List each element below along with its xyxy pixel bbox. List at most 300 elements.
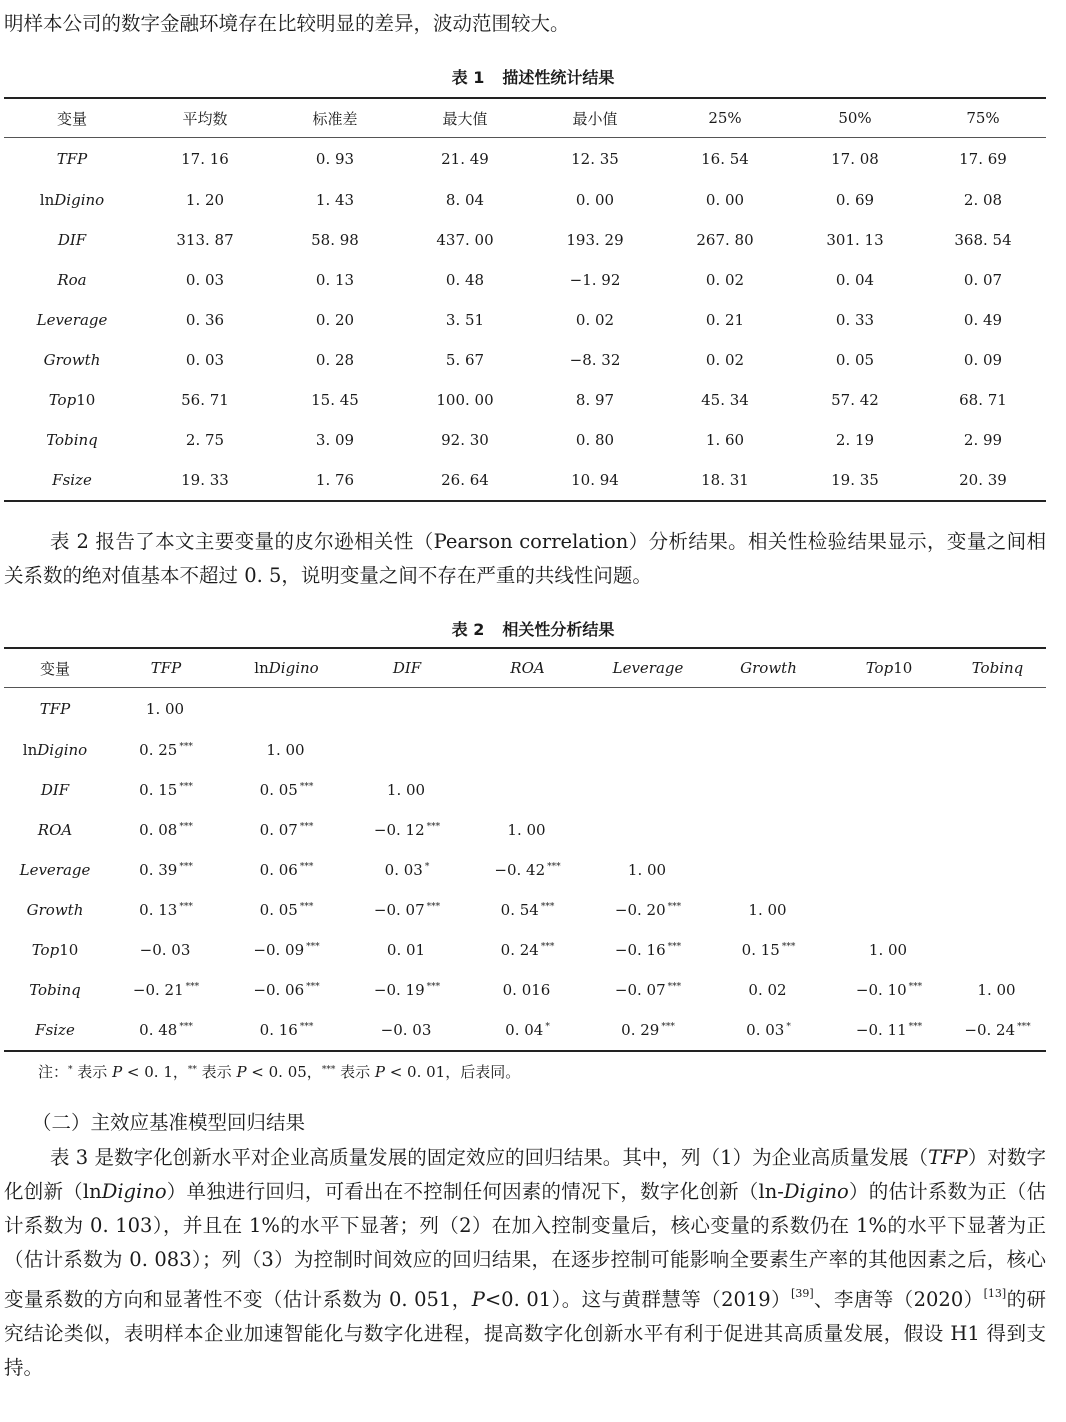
note-p: P <box>112 1063 123 1081</box>
para-var: Digino <box>101 1180 167 1203</box>
table2-value-cell <box>949 730 1046 770</box>
citation-ref[interactable]: [13] <box>983 1287 1007 1300</box>
var-name: DIF <box>57 231 87 249</box>
table2-value-cell <box>106 730 226 770</box>
table2-value-cell <box>347 850 467 890</box>
var-name: Leverage <box>612 659 684 677</box>
var-name: TFP <box>56 150 88 168</box>
significance-stars: *** <box>306 982 320 992</box>
table1-row <box>4 220 1046 260</box>
table1-value-cell: 15. 45 <box>311 391 359 409</box>
table1-value-cell: 17. 08 <box>831 150 879 168</box>
significance-stars: *** <box>179 1022 193 1032</box>
table1-value-cell: 8. 97 <box>575 391 615 409</box>
table2-header-cell <box>829 648 949 688</box>
table2-value-cell <box>106 890 226 930</box>
significance-stars: *** <box>908 1022 923 1032</box>
note-text: < 0. 1， <box>122 1063 188 1081</box>
table2-value-cell <box>106 810 226 850</box>
table2-value-cell <box>226 1010 347 1051</box>
var-name: Fsize <box>35 1021 75 1039</box>
table1-header-cell: 75% <box>920 98 1046 138</box>
table2-row <box>4 1010 1046 1051</box>
var-name: Tobinq <box>29 981 81 999</box>
table1-row <box>4 420 1046 460</box>
table1-value-cell: 56. 71 <box>181 391 229 409</box>
coefficient: 1. 00 <box>868 941 908 959</box>
var-name: Digino <box>37 741 88 759</box>
table1-header-cell: 25% <box>660 98 790 138</box>
table2-row <box>4 850 1046 890</box>
table1-value-cell: 1. 43 <box>315 191 355 209</box>
table1-row <box>4 300 1046 340</box>
table2-row <box>4 810 1046 850</box>
table2-row <box>4 688 1046 731</box>
table2-value-cell <box>949 850 1046 890</box>
note-text: 表示 <box>72 1063 113 1081</box>
note-p: P <box>236 1063 247 1081</box>
coefficient: −0. 42 <box>494 861 546 879</box>
table2-value-cell <box>467 890 588 930</box>
table1-variable-cell <box>4 340 140 380</box>
coefficient: −0. 03 <box>380 1021 432 1039</box>
table2-value-cell <box>708 688 829 731</box>
table2-variable-cell <box>4 850 106 890</box>
table2-value-cell <box>588 688 708 731</box>
table1-value-cell: 21. 49 <box>441 150 489 168</box>
table1-value-cell: 92. 30 <box>441 431 489 449</box>
table1-value-cell: 8. 04 <box>445 191 485 209</box>
table2-value-cell <box>347 890 467 930</box>
table2-value-cell <box>949 810 1046 850</box>
table1-value-cell: 100. 00 <box>436 391 494 409</box>
table1-number: 表 1 <box>451 68 485 87</box>
significance-stars: *** <box>179 862 193 872</box>
table2-value-cell <box>708 970 829 1010</box>
table1-title: 描述性统计结果 <box>502 68 615 87</box>
table2-row <box>4 930 1046 970</box>
table2-value-cell <box>949 890 1046 930</box>
significance-stars: *** <box>299 822 314 832</box>
significance-stars: *** <box>661 1022 675 1032</box>
table2-note <box>38 1059 520 1083</box>
var-prefix: ln <box>39 191 55 209</box>
table1-value-cell: 1. 76 <box>270 460 400 501</box>
coefficient: 1. 00 <box>748 901 787 919</box>
table2-value-cell <box>226 930 347 970</box>
table2-header-cell <box>588 648 708 688</box>
coefficient: 0. 05 <box>259 781 298 799</box>
table2-row <box>4 770 1046 810</box>
coefficient: 1. 00 <box>266 741 305 759</box>
table2-value-cell <box>226 730 347 770</box>
table1-row <box>4 180 1046 220</box>
table2-value-cell <box>588 770 708 810</box>
note-text: < 0. 01，后表同。 <box>384 1063 521 1081</box>
table1-row <box>4 138 1046 181</box>
table1-value-cell: 19. 33 <box>140 460 270 501</box>
table1-value-cell: 0. 80 <box>575 431 615 449</box>
table1-value-cell: 2. 75 <box>185 431 225 449</box>
table2-value-cell <box>949 770 1046 810</box>
section-heading: （二）主效应基准模型回归结果 <box>32 1111 306 1134</box>
table2-variable-cell <box>4 770 106 810</box>
table1-header-cell: 变量 <box>4 98 140 138</box>
table2-variable-cell <box>4 1010 106 1051</box>
var-name: Growth <box>43 351 101 369</box>
table2-value-cell <box>467 1010 588 1051</box>
table2-value-cell <box>467 850 588 890</box>
table1-value-cell: 12. 35 <box>571 150 619 168</box>
table1-value-cell: −8. 32 <box>569 351 621 369</box>
var-name: Roa <box>57 271 87 289</box>
table2-header-cell <box>347 648 467 688</box>
significance-stars: *** <box>667 902 682 912</box>
var-name: Leverage <box>19 861 91 879</box>
table1-variable-cell <box>4 138 140 181</box>
table1-header-cell: 最小值 <box>530 98 660 138</box>
table2-header-cell <box>226 648 347 688</box>
table2-value-cell <box>467 688 588 731</box>
note-star: ** <box>187 1065 197 1075</box>
table2-value-cell <box>347 730 467 770</box>
note-star: *** <box>321 1065 336 1075</box>
var-name: Top <box>31 941 60 959</box>
table1-value-cell: 0. 48 <box>445 271 485 289</box>
table1-value-cell: 0. 02 <box>575 311 615 329</box>
var-name: Growth <box>26 901 84 919</box>
coefficient: −0. 20 <box>614 901 666 919</box>
var-name: Fsize <box>52 471 92 489</box>
var-name: DIF <box>392 659 422 677</box>
var-prefix: ln <box>254 659 269 677</box>
coefficient: −0. 16 <box>614 941 666 959</box>
significance-stars: *** <box>667 942 682 952</box>
table1-value-cell: 0. 07 <box>963 271 1003 289</box>
table2-title: 相关性分析结果 <box>502 620 615 639</box>
var-name: TFP <box>39 700 71 718</box>
table1-value-cell: 0. 00 <box>705 191 745 209</box>
table2-value-cell <box>106 688 226 731</box>
coefficient: 1. 00 <box>977 981 1016 999</box>
table2-header-cell <box>467 648 588 688</box>
para-var: P <box>471 1288 485 1311</box>
coefficient: 0. 16 <box>259 1021 298 1039</box>
table1-value-cell: 57. 42 <box>831 391 879 409</box>
var-name: Tobinq <box>46 431 98 449</box>
table2-value-cell <box>347 770 467 810</box>
coefficient: 1. 00 <box>627 861 667 879</box>
coefficient: −0. 09 <box>253 941 305 959</box>
coefficient: 0. 15 <box>741 941 780 959</box>
table2-header-row <box>4 648 1046 688</box>
table1-value-cell: 10. 94 <box>530 460 660 501</box>
table1-value-cell: 0. 13 <box>315 271 355 289</box>
table1-value-cell: 0. 28 <box>315 351 355 369</box>
table1-value-cell: 18. 31 <box>660 460 790 501</box>
var-name: Digino <box>268 659 319 677</box>
coefficient: −0. 24 <box>964 1021 1016 1039</box>
table2-value-cell <box>467 930 588 970</box>
citation-ref[interactable]: [39] <box>791 1287 814 1300</box>
table1-header-cell: 平均数 <box>140 98 270 138</box>
table1-value-cell: 17. 16 <box>181 150 229 168</box>
table2-variable-cell <box>4 890 106 930</box>
table1-value-cell: 17. 69 <box>959 150 1007 168</box>
coefficient: 0. 01 <box>386 941 426 959</box>
significance-stars: *** <box>908 982 923 992</box>
table2-value-cell <box>829 1010 949 1051</box>
table2-value-cell <box>708 770 829 810</box>
coefficient: 1. 00 <box>386 781 426 799</box>
significance-stars: * <box>424 862 430 872</box>
para-text: 的研究结论类似，表明样本企业加速智能化与数字化进程，提高数字化创新水平有利于促进其高质量发展，假设 H1 得到支持。 <box>4 1288 1046 1379</box>
table1-value-cell: 0. 04 <box>835 271 875 289</box>
table1-value-cell: 1. 20 <box>185 191 225 209</box>
table2-value-cell <box>829 770 949 810</box>
var-name: Digino <box>54 191 105 209</box>
table1-value-cell: 313. 87 <box>176 231 234 249</box>
significance-stars: *** <box>299 862 314 872</box>
table1-value-cell: 0. 69 <box>835 191 875 209</box>
table1-value-cell: 2. 08 <box>963 191 1003 209</box>
table1-value-cell: 0. 49 <box>963 311 1003 329</box>
significance-stars: *** <box>781 942 796 952</box>
para-text: 、李唐等（2020） <box>813 1288 984 1311</box>
table2-value-cell <box>106 770 226 810</box>
table2-value-cell <box>226 688 347 731</box>
var-suffix: 10 <box>893 659 913 677</box>
coefficient: 0. 48 <box>139 1021 178 1039</box>
table1-header-cell: 最大值 <box>400 98 530 138</box>
significance-stars: *** <box>306 942 320 952</box>
table2-value-cell <box>347 930 467 970</box>
table2-value-cell <box>949 930 1046 970</box>
significance-stars: *** <box>179 782 193 792</box>
table2-value-cell <box>588 810 708 850</box>
coefficient: −0. 03 <box>139 941 191 959</box>
coefficient: −0. 10 <box>855 981 907 999</box>
table2-value-cell <box>708 890 829 930</box>
table2-variable-cell <box>4 970 106 1010</box>
coefficient: 0. 13 <box>139 901 178 919</box>
table2-value-cell <box>708 930 829 970</box>
table2-value-cell <box>588 930 708 970</box>
note-star: * <box>68 1065 73 1075</box>
var-name: Growth <box>740 659 797 677</box>
table1-value-cell: −1. 92 <box>569 271 621 289</box>
var-name: DIF <box>40 781 70 799</box>
table2-value-cell <box>106 970 226 1010</box>
para-var: Digino <box>783 1180 849 1203</box>
table2-number: 表 2 <box>451 620 485 639</box>
coefficient: 0. 08 <box>139 821 178 839</box>
table2-value-cell <box>226 810 347 850</box>
table2-value-cell <box>588 970 708 1010</box>
table2-header-cell <box>708 648 829 688</box>
table1-value-cell: 58. 98 <box>311 231 359 249</box>
table2-value-cell <box>949 688 1046 731</box>
table1-row <box>4 460 1046 501</box>
table2-value-cell <box>829 688 949 731</box>
significance-stars: *** <box>667 982 682 992</box>
table2-value-cell <box>106 850 226 890</box>
table2-value-cell <box>829 970 949 1010</box>
table2-value-cell <box>829 930 949 970</box>
table1-value-cell: 0. 02 <box>705 351 745 369</box>
note-text: 表示 <box>196 1063 237 1081</box>
significance-stars: *** <box>299 782 314 792</box>
table2-value-cell <box>588 1010 708 1051</box>
table1-value-cell: 368. 54 <box>954 231 1012 249</box>
significance-stars: *** <box>540 942 555 952</box>
table2-variable-cell <box>4 688 106 731</box>
note-prefix: 注： <box>38 1063 69 1081</box>
para-var: TFP <box>928 1146 968 1169</box>
var-name: ROA <box>37 821 73 839</box>
table1-value-cell: 3. 51 <box>445 311 485 329</box>
table1-value-cell: 5. 67 <box>445 351 485 369</box>
table2-value-cell <box>226 970 347 1010</box>
paragraph-regression-results <box>4 1141 1046 1385</box>
table1-value-cell: 0. 21 <box>705 311 745 329</box>
coefficient: 0. 54 <box>500 901 539 919</box>
var-name: Tobinq <box>971 659 1024 677</box>
table1-value-cell: 0. 33 <box>835 311 875 329</box>
coefficient: 0. 25 <box>139 741 178 759</box>
significance-stars: * <box>786 1022 791 1032</box>
table1-variable-cell <box>4 420 140 460</box>
significance-stars: *** <box>185 982 200 992</box>
table2-variable-cell <box>4 810 106 850</box>
table2-value-cell <box>829 810 949 850</box>
var-name: Top <box>865 659 894 677</box>
table2-value-cell <box>226 850 347 890</box>
table2-caption <box>0 617 1066 640</box>
coefficient: −0. 06 <box>253 981 305 999</box>
table2-value-cell <box>467 970 588 1010</box>
table2-value-cell <box>949 970 1046 1010</box>
table2-value-cell <box>829 850 949 890</box>
var-prefix: ln <box>22 741 38 759</box>
table2-value-cell <box>467 810 588 850</box>
para-text: 表 3 是数字化创新水平对企业高质量发展的固定效应的回归结果。其中，列（1）为企业高质量发展（ <box>50 1146 929 1169</box>
coefficient: 0. 05 <box>259 901 298 919</box>
table1-header-cell: 标准差 <box>270 98 400 138</box>
intro-line: 明样本公司的数字金融环境存在比较明显的差异，波动范围较大。 <box>4 12 570 35</box>
table2-value-cell <box>347 1010 467 1051</box>
coefficient: 1. 00 <box>145 700 185 718</box>
coefficient: −0. 11 <box>855 1021 907 1039</box>
table1-value-cell: 193. 29 <box>566 231 624 249</box>
table2-header-cell: 变量 <box>4 648 106 688</box>
table1-value-cell: 1. 60 <box>705 431 745 449</box>
table2-row <box>4 890 1046 930</box>
table2-value-cell <box>708 1010 829 1051</box>
coefficient: −0. 07 <box>373 901 425 919</box>
table2-value-cell <box>588 730 708 770</box>
para-text: ）单独进行回归，可看出在不控制任何因素的情况下，数字化创新（ln- <box>166 1180 784 1203</box>
table1-header-cell: 50% <box>790 98 920 138</box>
table1-variable-cell <box>4 180 140 220</box>
table1-value-cell: 0. 36 <box>185 311 225 329</box>
table2-header-cell <box>949 648 1046 688</box>
table1-value-cell: 301. 13 <box>826 231 884 249</box>
table1-value-cell: 16. 54 <box>701 150 749 168</box>
table1-value-cell: 0. 00 <box>575 191 615 209</box>
table2-header-cell <box>106 648 226 688</box>
correlation-table <box>4 647 1046 1052</box>
paragraph-table2-intro: 表 2 报告了本文主要变量的皮尔逊相关性（Pearson correlation）分析结果。相关性检验结果显示，变量之间相关系数的绝对值基本不超过 0. 5，说明变量之间不存在严重的共线性问题。 <box>4 530 1046 587</box>
table1-row <box>4 340 1046 380</box>
table1-value-cell: 267. 80 <box>696 231 754 249</box>
table2-value-cell <box>708 730 829 770</box>
coefficient: 0. 39 <box>139 861 178 879</box>
coefficient: 0. 06 <box>259 861 298 879</box>
descriptive-stats-table <box>4 97 1046 502</box>
var-suffix: 10 <box>76 391 96 409</box>
coefficient: 1. 00 <box>507 821 546 839</box>
var-name: TFP <box>150 659 182 677</box>
var-name: Leverage <box>36 311 108 329</box>
table2-variable-cell <box>4 730 106 770</box>
coefficient: −0. 19 <box>373 981 425 999</box>
table2-value-cell <box>588 850 708 890</box>
significance-stars: *** <box>299 902 314 912</box>
significance-stars: *** <box>1017 1022 1031 1032</box>
table2-value-cell <box>347 970 467 1010</box>
note-text: 表示 <box>335 1063 375 1081</box>
table2-value-cell <box>467 730 588 770</box>
coefficient: 0. 24 <box>500 941 539 959</box>
table2-value-cell <box>226 890 347 930</box>
coefficient: 0. 03 <box>384 861 423 879</box>
table1-value-cell: 68. 71 <box>959 391 1007 409</box>
significance-stars: * <box>545 1022 550 1032</box>
para-text: <0. 01）。这与黄群慧等（2019） <box>484 1288 792 1311</box>
coefficient: −0. 12 <box>373 821 425 839</box>
significance-stars: *** <box>540 902 555 912</box>
var-name: ROA <box>510 659 545 677</box>
table2-value-cell <box>347 810 467 850</box>
table2-value-cell <box>949 1010 1046 1051</box>
table2-value-cell <box>829 730 949 770</box>
table1-value-cell: 2. 19 <box>835 431 875 449</box>
coefficient: 0. 03 <box>746 1021 785 1039</box>
table1-variable-cell <box>4 220 140 260</box>
table1-variable-cell <box>4 380 140 420</box>
table1-value-cell: 0. 03 <box>185 271 225 289</box>
table1-value-cell: 26. 64 <box>400 460 530 501</box>
table1-value-cell: 0. 02 <box>705 271 745 289</box>
note-p: P <box>374 1063 385 1081</box>
table1-value-cell: 45. 34 <box>701 391 749 409</box>
significance-stars: *** <box>426 902 441 912</box>
table2-value-cell <box>347 688 467 731</box>
var-name: Top <box>48 391 77 409</box>
table1-value-cell: 0. 03 <box>185 351 225 369</box>
table2-value-cell <box>106 1010 226 1051</box>
significance-stars: *** <box>426 982 441 992</box>
var-suffix: 10 <box>59 941 79 959</box>
table1-value-cell: 19. 35 <box>790 460 920 501</box>
significance-stars: *** <box>426 822 441 832</box>
table1-header-row <box>4 98 1046 138</box>
table2-value-cell <box>106 930 226 970</box>
significance-stars: *** <box>299 1022 314 1032</box>
table1-row <box>4 380 1046 420</box>
significance-stars: *** <box>179 822 193 832</box>
